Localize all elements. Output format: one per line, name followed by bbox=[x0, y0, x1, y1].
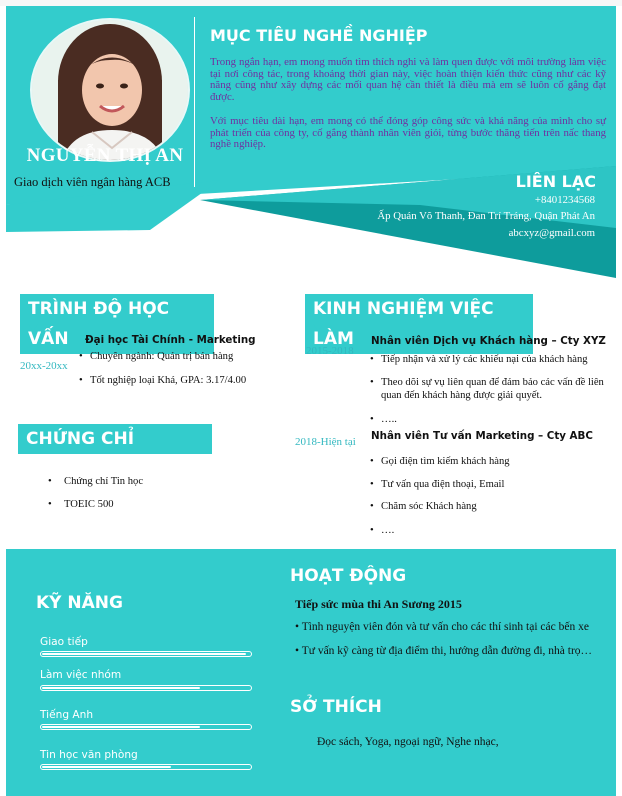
activity-item-1: • Tình nguyện viên đón và tư vấn cho các thí sinh tại các bến xe bbox=[295, 621, 589, 633]
objective-title: MỤC TIÊU NGHỀ NGHIỆP bbox=[210, 26, 428, 45]
activity-item-2: • Tư vấn kỹ càng từ địa điểm thi, hướng dẫn đường đi, nhà trọ… bbox=[295, 645, 593, 657]
header-divider bbox=[194, 17, 195, 187]
contact-phone: +8401234568 bbox=[534, 194, 595, 206]
skill-bar-4 bbox=[40, 764, 252, 770]
job-2-item-3: • Chăm sóc Khách hàng bbox=[381, 500, 607, 513]
profile-photo bbox=[30, 18, 190, 162]
experience-title: KINH NGHIỆM VIỆC LÀM bbox=[305, 294, 533, 354]
certificate-item-2: • TOEIC 500 bbox=[64, 499, 114, 510]
job-1-item-1: • Tiếp nhận và xử lý các khiếu nại của khách hàng bbox=[381, 353, 607, 366]
job-2-dates: 2018-Hiện tại bbox=[295, 436, 356, 448]
skill-fill-1 bbox=[42, 653, 246, 655]
job-2-item-4: • …. bbox=[381, 524, 607, 537]
job-1-role: Nhân viên Dịch vụ Khách hàng – Cty XYZ bbox=[371, 335, 606, 347]
skill-fill-2 bbox=[42, 687, 200, 689]
activities-title: HOẠT ĐỘNG bbox=[290, 566, 407, 586]
activities-event: Tiếp sức mùa thi An Sương 2015 bbox=[295, 597, 462, 611]
skills-title: KỸ NĂNG bbox=[36, 593, 123, 613]
certificates-title: CHỨNG CHỈ bbox=[18, 424, 212, 454]
objective-paragraph-1: Trong ngắn hạn, em mong muốn tìm thích nghi và làm quen được với môi trường làm việc tại nơi công tác, trong khoảng thời gian này, việc hoàn thiện kiến thức cũng như các kỹ năng cũng như xây dựng các mối quan hệ cần thiết là điều mà em sẽ luôn cố gắng đạt được. bbox=[210, 56, 606, 103]
education-title: TRÌNH ĐỘ HỌC VẤN bbox=[20, 294, 214, 354]
contact-address: Ấp Quán Võ Thanh, Đan Trí Tráng, Quận Phát An bbox=[377, 210, 595, 222]
skill-fill-4 bbox=[42, 766, 171, 768]
education-dates: 20xx-20xx bbox=[20, 360, 68, 372]
education-item-2: • Tốt nghiệp loại Khá, GPA: 3.17/4.00 bbox=[90, 374, 280, 387]
job-1-item-3: • ….. bbox=[381, 413, 607, 426]
objective-paragraph-2: Với mục tiêu dài hạn, em mong có thể đóng góp công sức và khả năng của mình cho sự phát triển của công ty, cố gắng thành nhân viên giỏi, từng bước thăng tiến trên nấc thang nghề nghiệp. bbox=[210, 115, 606, 150]
skill-fill-3 bbox=[42, 726, 200, 728]
skill-label-2: Làm việc nhóm bbox=[40, 669, 122, 681]
job-2-item-1: • Gọi điện tìm kiếm khách hàng bbox=[381, 455, 607, 468]
skill-label-1: Giao tiếp bbox=[40, 636, 88, 648]
education-school: Đại học Tài Chính - Marketing bbox=[85, 334, 256, 346]
job-1-dates: 2015-2018 bbox=[306, 345, 354, 357]
certificate-item-1: • Chứng chỉ Tin học bbox=[64, 476, 143, 487]
education-item-1: • Chuyên ngành: Quản trị bán hàng bbox=[90, 350, 280, 363]
hobbies-title: SỞ THÍCH bbox=[290, 697, 382, 717]
skill-label-3: Tiếng Anh bbox=[40, 709, 94, 721]
portrait-icon bbox=[32, 20, 188, 160]
skill-label-4: Tin học văn phòng bbox=[40, 749, 138, 761]
job-2-item-2: • Tư vấn qua điện thoại, Email bbox=[381, 478, 607, 491]
candidate-name: NGUYỄN THỊ AN bbox=[26, 145, 184, 166]
skill-bar-2 bbox=[40, 685, 252, 691]
job-2-role: Nhân viên Tư vấn Marketing – Cty ABC bbox=[371, 430, 593, 442]
job-1-item-2: • Theo dõi sự vụ liên quan để đảm bảo các vấn đề liên quan đến khách hàng được giải quyết. bbox=[381, 376, 607, 402]
contact-email: abcxyz@gmail.com bbox=[508, 227, 595, 239]
experience-title-tail bbox=[313, 324, 323, 331]
job-title: Giao dịch viên ngân hàng ACB bbox=[14, 175, 171, 189]
skill-bar-3 bbox=[40, 724, 252, 730]
hobbies-text: Đọc sách, Yoga, ngoại ngữ, Nghe nhạc, bbox=[317, 736, 499, 748]
education-title-tail bbox=[28, 324, 38, 331]
skill-bar-1 bbox=[40, 651, 252, 657]
contact-title: LIÊN LẠC bbox=[515, 172, 596, 191]
